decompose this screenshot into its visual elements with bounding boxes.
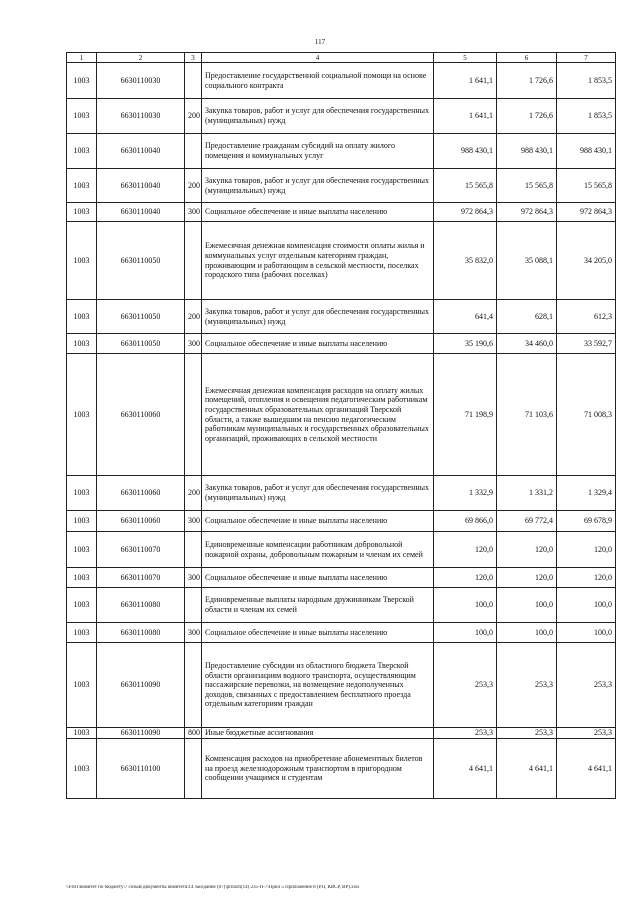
amount-cell-year2: 100,0 (497, 623, 557, 643)
amount-cell-year3: 33 592,7 (557, 334, 616, 354)
description-cell: Закупка товаров, работ и услуг для обеспечения государственных (муниципальных) нужд (202, 169, 434, 203)
section-code-cell: 1003 (67, 63, 97, 99)
amount-cell-year2: 253,3 (497, 643, 557, 728)
section-code-cell: 1003 (67, 728, 97, 739)
expense-type-cell: 300 (185, 623, 202, 643)
section-code-cell: 1003 (67, 203, 97, 222)
table-row (67, 728, 616, 739)
section-code-cell: 1003 (67, 334, 97, 354)
table-row (67, 476, 616, 511)
expense-type-cell: 200 (185, 99, 202, 134)
description-cell: Социальное обеспечение и иные выплаты населению (202, 203, 434, 222)
amount-cell-year2: 34 460,0 (497, 334, 557, 354)
amount-cell-year1: 15 565,8 (434, 169, 497, 203)
expense-type-cell: 300 (185, 334, 202, 354)
amount-cell-year3: 1 853,5 (557, 99, 616, 134)
amount-cell-year3: 1 329,4 (557, 476, 616, 511)
column-header: 2 (97, 53, 185, 63)
target-article-cell: 6630110060 (97, 354, 185, 476)
page-number: 117 (314, 38, 326, 46)
amount-cell-year2: 972 864,3 (497, 203, 557, 222)
amount-cell-year3: 71 008,3 (557, 354, 616, 476)
section-code-cell: 1003 (67, 532, 97, 568)
header-row (67, 53, 616, 63)
column-header: 4 (202, 53, 434, 63)
amount-cell-year1: 1 332,9 (434, 476, 497, 511)
amount-cell-year1: 35 190,6 (434, 334, 497, 354)
amount-cell-year2: 120,0 (497, 568, 557, 588)
amount-cell-year2: 15 565,8 (497, 169, 557, 203)
description-cell: Предоставление субсидии из областного бюджета Тверской области организациям водного транспорта, осуществляющим пассажирские перевозки, на возмещение недополученных доходов, связанных с предоставлением бесплатного проезда отдельным категориям граждан (202, 643, 434, 728)
budget-table (66, 52, 616, 799)
description-cell: Предоставление государственной социальной помощи на основе социального контракта (202, 63, 434, 99)
table-row (67, 588, 616, 623)
table-row (67, 643, 616, 728)
table-row (67, 568, 616, 588)
amount-cell-year3: 253,3 (557, 643, 616, 728)
target-article-cell: 6630110050 (97, 334, 185, 354)
amount-cell-year1: 1 641,1 (434, 63, 497, 99)
section-code-cell: 1003 (67, 568, 97, 588)
section-code-cell: 1003 (67, 623, 97, 643)
amount-cell-year2: 69 772,4 (497, 511, 557, 532)
description-cell: Закупка товаров, работ и услуг для обеспечения государственных (муниципальных) нужд (202, 476, 434, 511)
amount-cell-year3: 612,3 (557, 300, 616, 334)
target-article-cell: 6630110070 (97, 568, 185, 588)
expense-type-cell: 200 (185, 476, 202, 511)
section-code-cell: 1003 (67, 739, 97, 799)
amount-cell-year3: 988 430,1 (557, 134, 616, 169)
target-article-cell: 6630110100 (97, 739, 185, 799)
target-article-cell: 6630110030 (97, 99, 185, 134)
amount-cell-year3: 100,0 (557, 623, 616, 643)
expense-type-cell (185, 134, 202, 169)
table-row (67, 134, 616, 169)
target-article-cell: 6630110060 (97, 511, 185, 532)
amount-cell-year2: 253,3 (497, 728, 557, 739)
description-cell: Единовременные выплаты народным дружинникам Тверской области и членам их семей (202, 588, 434, 623)
amount-cell-year2: 1 331,2 (497, 476, 557, 511)
file-path-footer: \\Fs01\комитет по бюджету\7 созыв\Документы комитета\14 заседание (07)\prilozh(14) 235-П-7\Прил 5 Приложение 8 (РП, КВСР, ВР).xlsx (66, 885, 360, 890)
target-article-cell: 6630110070 (97, 532, 185, 568)
section-code-cell: 1003 (67, 588, 97, 623)
section-code-cell: 1003 (67, 354, 97, 476)
expense-type-cell (185, 643, 202, 728)
section-code-cell: 1003 (67, 134, 97, 169)
description-cell: Социальное обеспечение и иные выплаты населению (202, 334, 434, 354)
expense-type-cell (185, 222, 202, 300)
amount-cell-year3: 34 205,0 (557, 222, 616, 300)
target-article-cell: 6630110060 (97, 476, 185, 511)
amount-cell-year3: 972 864,3 (557, 203, 616, 222)
table-row (67, 63, 616, 99)
section-code-cell: 1003 (67, 511, 97, 532)
amount-cell-year2: 988 430,1 (497, 134, 557, 169)
column-header: 6 (497, 53, 557, 63)
column-header: 3 (185, 53, 202, 63)
amount-cell-year3: 4 641,1 (557, 739, 616, 799)
table-row (67, 354, 616, 476)
target-article-cell: 6630110050 (97, 222, 185, 300)
table-row (67, 222, 616, 300)
amount-cell-year1: 253,3 (434, 643, 497, 728)
amount-cell-year3: 120,0 (557, 568, 616, 588)
amount-cell-year2: 120,0 (497, 532, 557, 568)
amount-cell-year1: 69 866,0 (434, 511, 497, 532)
expense-type-cell: 300 (185, 511, 202, 532)
expense-type-cell: 200 (185, 300, 202, 334)
target-article-cell: 6630110040 (97, 203, 185, 222)
table-row (67, 300, 616, 334)
target-article-cell: 6630110050 (97, 300, 185, 334)
amount-cell-year3: 1 853,5 (557, 63, 616, 99)
amount-cell-year3: 120,0 (557, 532, 616, 568)
expense-type-cell: 300 (185, 203, 202, 222)
section-code-cell: 1003 (67, 643, 97, 728)
description-cell: Единовременные компенсации работникам добровольной пожарной охраны, добровольным пожарным и членам их семей (202, 532, 434, 568)
table-row (67, 532, 616, 568)
amount-cell-year2: 100,0 (497, 588, 557, 623)
amount-cell-year1: 4 641,1 (434, 739, 497, 799)
section-code-cell: 1003 (67, 99, 97, 134)
section-code-cell: 1003 (67, 300, 97, 334)
section-code-cell: 1003 (67, 222, 97, 300)
section-code-cell: 1003 (67, 476, 97, 511)
description-cell: Ежемесячная денежная компенсация стоимости оплаты жилья и коммунальных услуг отдельным категориям граждан, проживающим и работающим в сельской местности, поселках городского типа (рабочих поселках) (202, 222, 434, 300)
table-row (67, 739, 616, 799)
amount-cell-year2: 628,1 (497, 300, 557, 334)
amount-cell-year1: 120,0 (434, 532, 497, 568)
amount-cell-year1: 641,4 (434, 300, 497, 334)
target-article-cell: 6630110030 (97, 63, 185, 99)
column-header: 7 (557, 53, 616, 63)
section-code-cell: 1003 (67, 169, 97, 203)
amount-cell-year3: 100,0 (557, 588, 616, 623)
expense-type-cell (185, 739, 202, 799)
amount-cell-year1: 1 641,1 (434, 99, 497, 134)
description-cell: Закупка товаров, работ и услуг для обеспечения государственных (муниципальных) нужд (202, 99, 434, 134)
amount-cell-year3: 69 678,9 (557, 511, 616, 532)
expense-type-cell: 800 (185, 728, 202, 739)
amount-cell-year1: 100,0 (434, 588, 497, 623)
amount-cell-year1: 253,3 (434, 728, 497, 739)
target-article-cell: 6630110040 (97, 134, 185, 169)
amount-cell-year3: 253,3 (557, 728, 616, 739)
expense-type-cell: 300 (185, 568, 202, 588)
amount-cell-year1: 71 198,9 (434, 354, 497, 476)
expense-type-cell: 200 (185, 169, 202, 203)
description-cell: Социальное обеспечение и иные выплаты населению (202, 568, 434, 588)
amount-cell-year1: 988 430,1 (434, 134, 497, 169)
target-article-cell: 6630110090 (97, 643, 185, 728)
column-header: 1 (67, 53, 97, 63)
table-row (67, 99, 616, 134)
target-article-cell: 6630110040 (97, 169, 185, 203)
description-cell: Социальное обеспечение и иные выплаты населению (202, 623, 434, 643)
target-article-cell: 6630110080 (97, 588, 185, 623)
table-row (67, 203, 616, 222)
table-body (67, 63, 616, 799)
amount-cell-year3: 15 565,8 (557, 169, 616, 203)
amount-cell-year1: 35 832,0 (434, 222, 497, 300)
amount-cell-year1: 120,0 (434, 568, 497, 588)
expense-type-cell (185, 354, 202, 476)
expense-type-cell (185, 588, 202, 623)
amount-cell-year2: 1 726,6 (497, 63, 557, 99)
amount-cell-year2: 71 103,6 (497, 354, 557, 476)
table-row (67, 169, 616, 203)
target-article-cell: 6630110090 (97, 728, 185, 739)
expense-type-cell (185, 63, 202, 99)
target-article-cell: 6630110080 (97, 623, 185, 643)
column-header: 5 (434, 53, 497, 63)
table-row (67, 334, 616, 354)
description-cell: Социальное обеспечение и иные выплаты населению (202, 511, 434, 532)
table-row (67, 511, 616, 532)
description-cell: Иные бюджетные ассигнования (202, 728, 434, 739)
amount-cell-year2: 1 726,6 (497, 99, 557, 134)
description-cell: Ежемесячная денежная компенсация расходов на оплату жилых помещений, отопления и освещения педагогическим работникам государственных образовательных организаций Тверской области, а также вышедшим на пенсию педагогическим работникам муниципальных и государственных образовательных организаций, проживающих в сельской местности (202, 354, 434, 476)
amount-cell-year2: 4 641,1 (497, 739, 557, 799)
description-cell: Компенсация расходов на приобретение абонементных билетов на проезд железнодорожным транспортом в пригородном сообщении учащимся и студентам (202, 739, 434, 799)
amount-cell-year1: 100,0 (434, 623, 497, 643)
amount-cell-year1: 972 864,3 (434, 203, 497, 222)
table-row (67, 623, 616, 643)
description-cell: Закупка товаров, работ и услуг для обеспечения государственных (муниципальных) нужд (202, 300, 434, 334)
expense-type-cell (185, 532, 202, 568)
description-cell: Предоставление гражданам субсидий на оплату жилого помещения и коммунальных услуг (202, 134, 434, 169)
amount-cell-year2: 35 088,1 (497, 222, 557, 300)
